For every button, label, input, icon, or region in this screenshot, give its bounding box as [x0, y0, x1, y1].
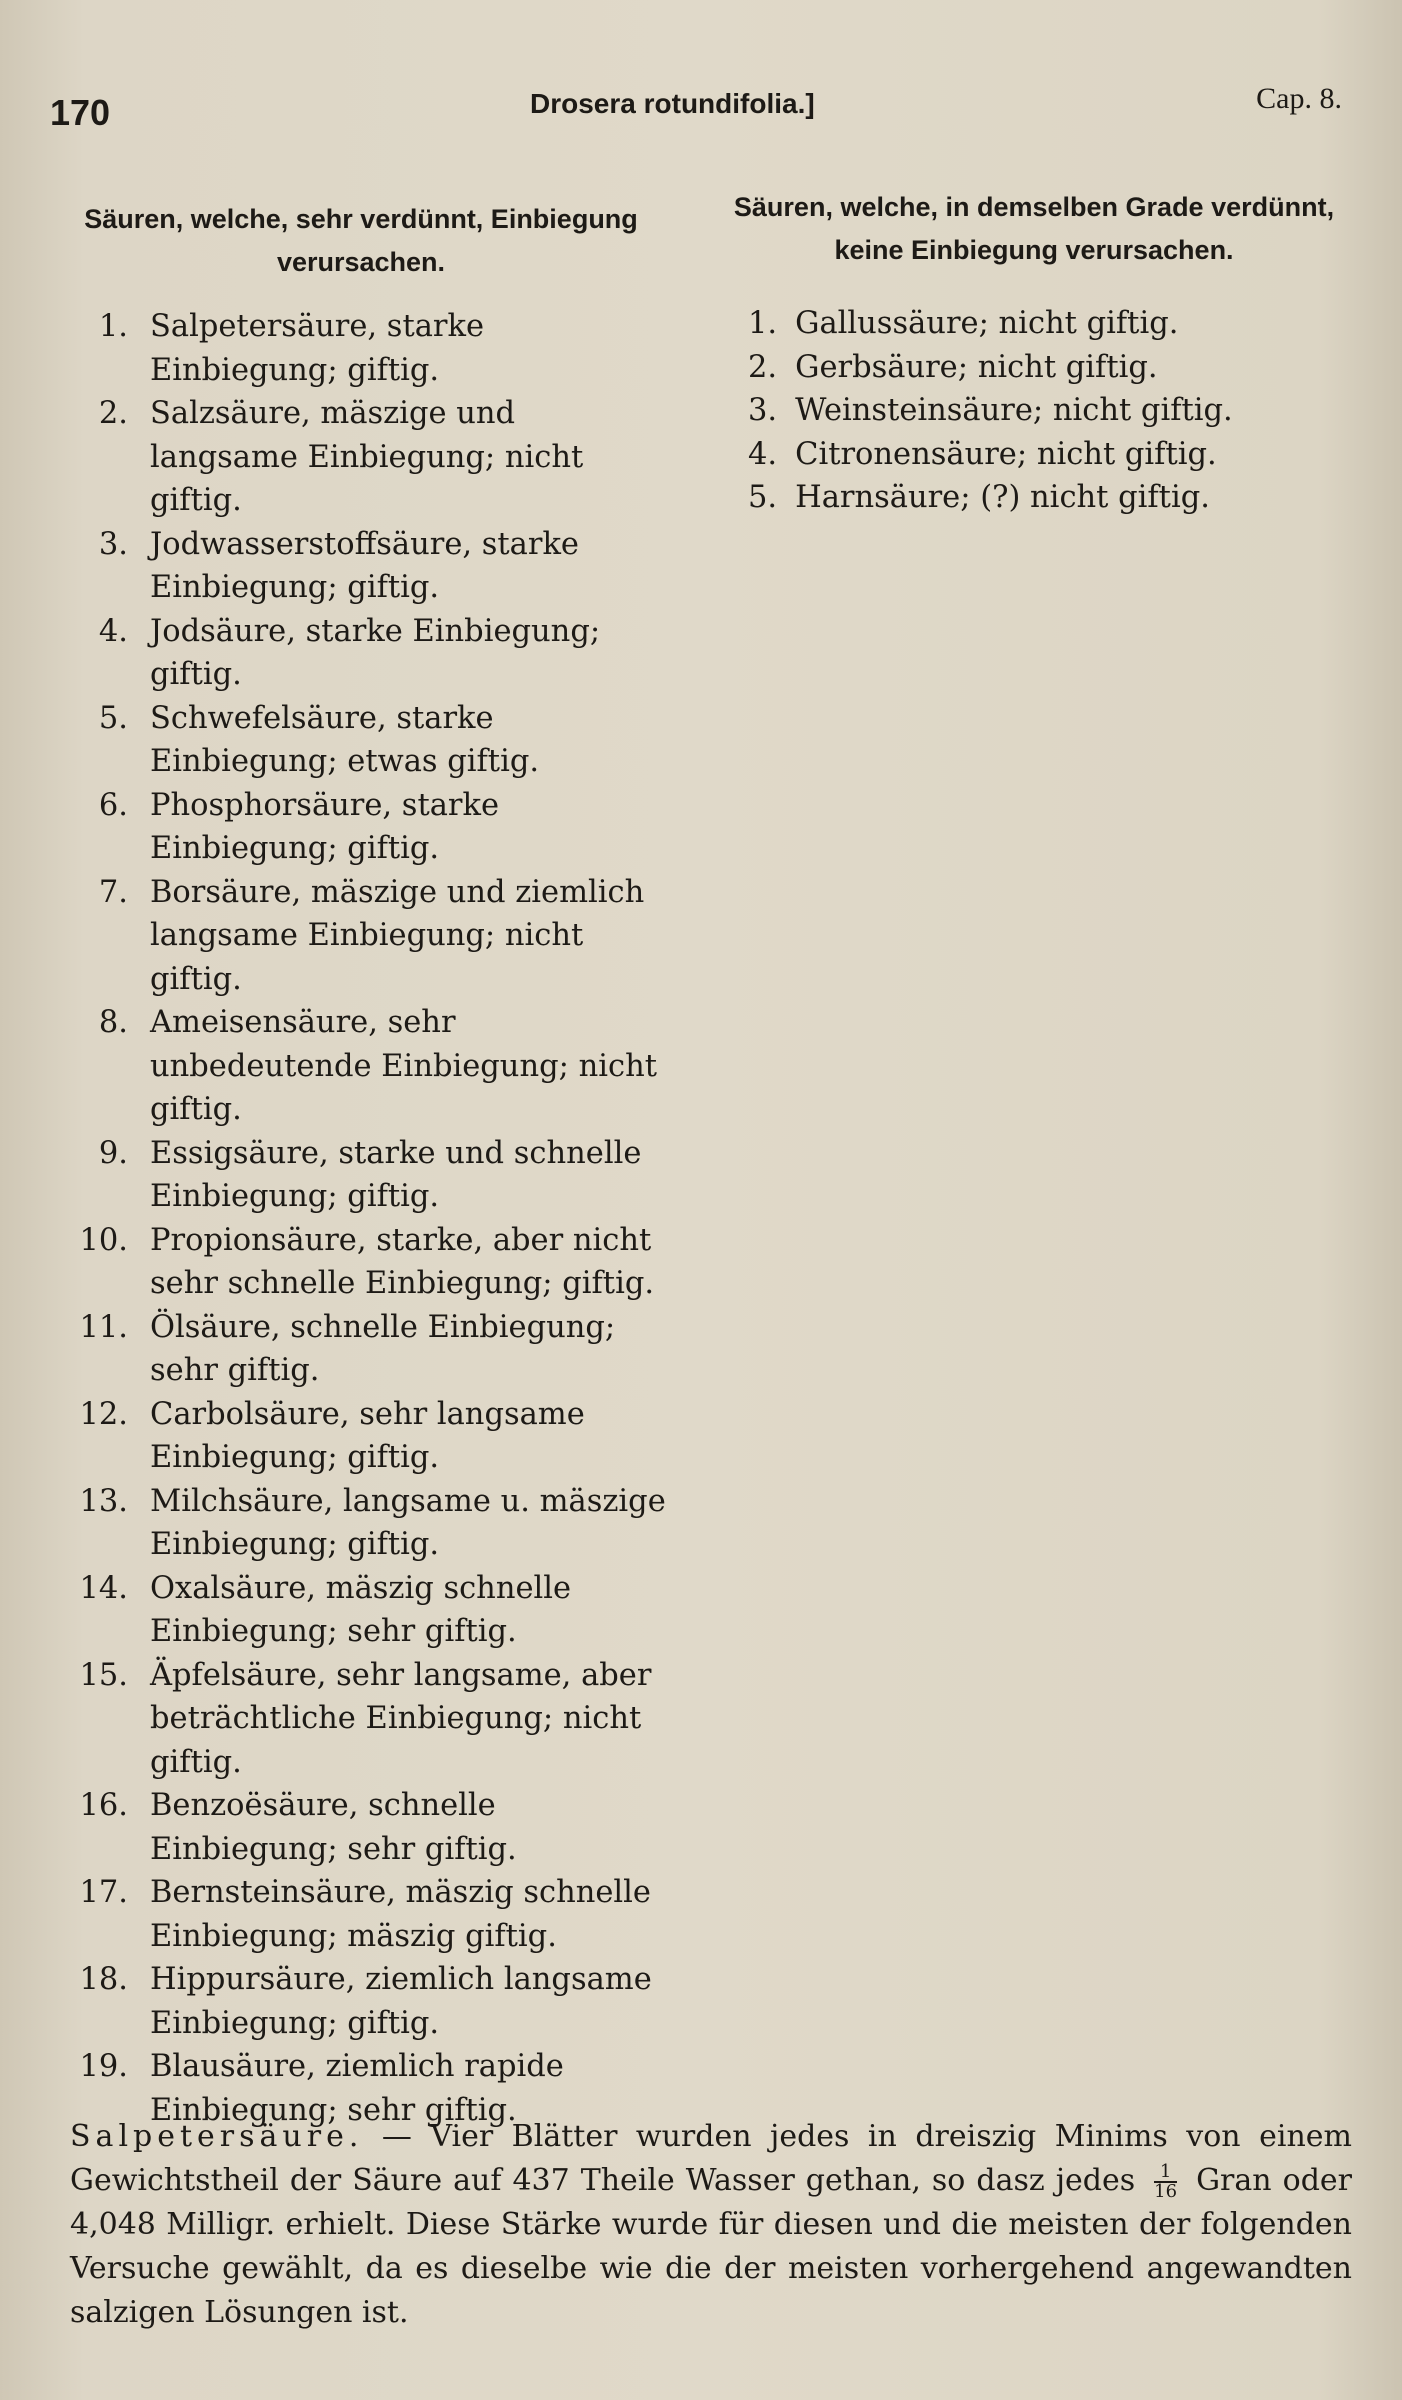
- item-text: Oxalsäure, mäszig schnelle Einbiegung; sehr giftig.: [150, 1570, 572, 1649]
- acids-causing-inflection-list: [70, 305, 670, 2132]
- chapter-label: Cap. 8.: [1256, 82, 1342, 115]
- fraction-numerator: 1: [1154, 2163, 1177, 2183]
- item-number: 4.: [98, 613, 128, 649]
- paragraph-text-2: Gran oder 4,048 Milligr. erhielt. Diese Stärke wurde für diesen und die meisten der folgenden Versuche gewählt, da es dieselbe wie die der meisten vorhergehend angewandten salzigen Lösungen ist.: [70, 2163, 1352, 2330]
- item-number: 1.: [98, 309, 128, 344]
- list-item: [70, 1654, 670, 1785]
- item-number: 13.: [79, 1483, 128, 1519]
- list-item: [70, 1001, 670, 1132]
- item-text: Borsäure, mäszige und ziemlich langsame Einbiegung; nicht giftig.: [150, 874, 645, 997]
- fraction-denominator: 16: [1154, 2181, 1178, 2202]
- list-item: [70, 871, 670, 1002]
- item-number: 2.: [98, 396, 128, 431]
- item-text: Gallussäure; nicht giftig.: [795, 306, 1179, 341]
- item-text: Salzsäure, mäszige und langsame Einbiegung; nicht giftig.: [150, 396, 584, 518]
- item-text: Propionsäure, starke, aber nicht sehr schnelle Einbiegung; giftig.: [150, 1222, 655, 1301]
- list-item: [70, 1480, 670, 1567]
- list-item: [70, 610, 670, 697]
- item-text: Ameisensäure, sehr unbedeutende Einbiegung; nicht giftig.: [150, 1005, 657, 1127]
- left-column-heading: Säuren, welche, sehr verdünnt, Einbiegung verursachen.: [84, 204, 638, 277]
- item-text: Salpetersäure, starke Einbiegung; giftig.: [150, 309, 484, 388]
- list-item: [70, 1219, 670, 1306]
- item-text: Äpfelsäure, sehr langsame, aber beträchtliche Einbiegung; nicht giftig.: [150, 1657, 652, 1780]
- item-number: 12.: [79, 1396, 128, 1432]
- paragraph-text-1: — Vier Blätter wurden jedes in dreiszig Minims von einem Gewichtstheil der Säure auf 437 Theile Wasser gethan, so dasz jedes: [70, 2119, 1352, 2198]
- item-text: Blausäure, ziemlich rapide Einbiegung; sehr giftig.: [150, 2049, 564, 2128]
- list-item: [70, 784, 670, 871]
- item-text: Jodsäure, starke Einbiegung; giftig.: [150, 613, 601, 692]
- page-header: [50, 82, 1342, 132]
- list-item: [70, 392, 670, 523]
- item-text: Citronensäure; nicht giftig.: [795, 436, 1217, 472]
- page-number: 170: [50, 92, 111, 133]
- item-text: Essigsäure, starke und schnelle Einbiegung; giftig.: [150, 1135, 642, 1214]
- list-item: [70, 1871, 670, 1958]
- list-item: [748, 476, 1348, 520]
- item-number: 9.: [98, 1135, 128, 1171]
- item-number: 2.: [748, 349, 778, 385]
- item-number: 5.: [748, 480, 778, 515]
- item-number: 3.: [748, 393, 778, 428]
- item-number: 17.: [79, 1875, 128, 1910]
- item-number: 1.: [748, 306, 778, 341]
- item-text: Gerbsäure; nicht giftig.: [795, 349, 1158, 385]
- item-number: 19.: [79, 2049, 128, 2084]
- item-number: 5.: [98, 700, 128, 736]
- list-item: [70, 1393, 670, 1480]
- list-item: [70, 1784, 670, 1871]
- list-item: [748, 302, 1348, 346]
- item-number: 11.: [79, 1309, 128, 1345]
- list-item: [70, 1132, 670, 1219]
- item-number: 16.: [79, 1788, 128, 1823]
- item-number: 3.: [98, 526, 128, 562]
- item-text: Weinsteinsäure; nicht giftig.: [795, 393, 1233, 428]
- item-number: 18.: [79, 1962, 128, 1997]
- running-title: Drosera rotundifolia.]: [530, 88, 815, 119]
- list-item: [70, 697, 670, 784]
- item-number: 10.: [79, 1222, 128, 1258]
- list-item: [748, 389, 1348, 433]
- item-text: Hippursäure, ziemlich langsame Einbiegung; giftig.: [150, 1962, 652, 2041]
- item-text: Bernsteinsäure, mäszig schnelle Einbiegung; mäszig giftig.: [150, 1875, 651, 1954]
- list-item: [70, 523, 670, 610]
- acids-no-inflection-list: [748, 302, 1348, 520]
- list-item: [748, 346, 1348, 390]
- item-text: Carbolsäure, sehr langsame Einbiegung; giftig.: [150, 1396, 585, 1475]
- item-text: Benzoësäure, schnelle Einbiegung; sehr giftig.: [150, 1788, 517, 1867]
- item-number: 8.: [98, 1005, 128, 1040]
- item-text: Ölsäure, schnelle Einbiegung; sehr giftig.: [150, 1309, 616, 1388]
- item-text: Harnsäure; (?) nicht giftig.: [795, 480, 1210, 515]
- item-text: Jodwasserstoffsäure, starke Einbiegung; giftig.: [150, 526, 579, 605]
- item-text: Milchsäure, langsame u. mäszige Einbiegung; giftig.: [150, 1483, 666, 1562]
- item-text: Phosphorsäure, starke Einbiegung; giftig.: [150, 787, 499, 866]
- list-item: [70, 1958, 670, 2045]
- item-number: 7.: [98, 874, 128, 910]
- list-item: [748, 433, 1348, 477]
- paragraph-lead: Salpetersäure.: [70, 2119, 364, 2154]
- item-number: 4.: [748, 436, 778, 472]
- fraction: [1154, 2163, 1177, 2201]
- item-number: 15.: [79, 1657, 128, 1693]
- body-paragraph: [70, 2115, 1352, 2335]
- list-item: [70, 1306, 670, 1393]
- item-number: 14.: [79, 1570, 128, 1606]
- item-text: Schwefelsäure, starke Einbiegung; etwas giftig.: [150, 700, 540, 779]
- list-item: [70, 1567, 670, 1654]
- right-column-heading: Säuren, welche, in demselben Grade verdünnt, keine Einbiegung verursachen.: [733, 192, 1335, 265]
- item-number: 6.: [98, 787, 128, 823]
- list-item: [70, 305, 670, 392]
